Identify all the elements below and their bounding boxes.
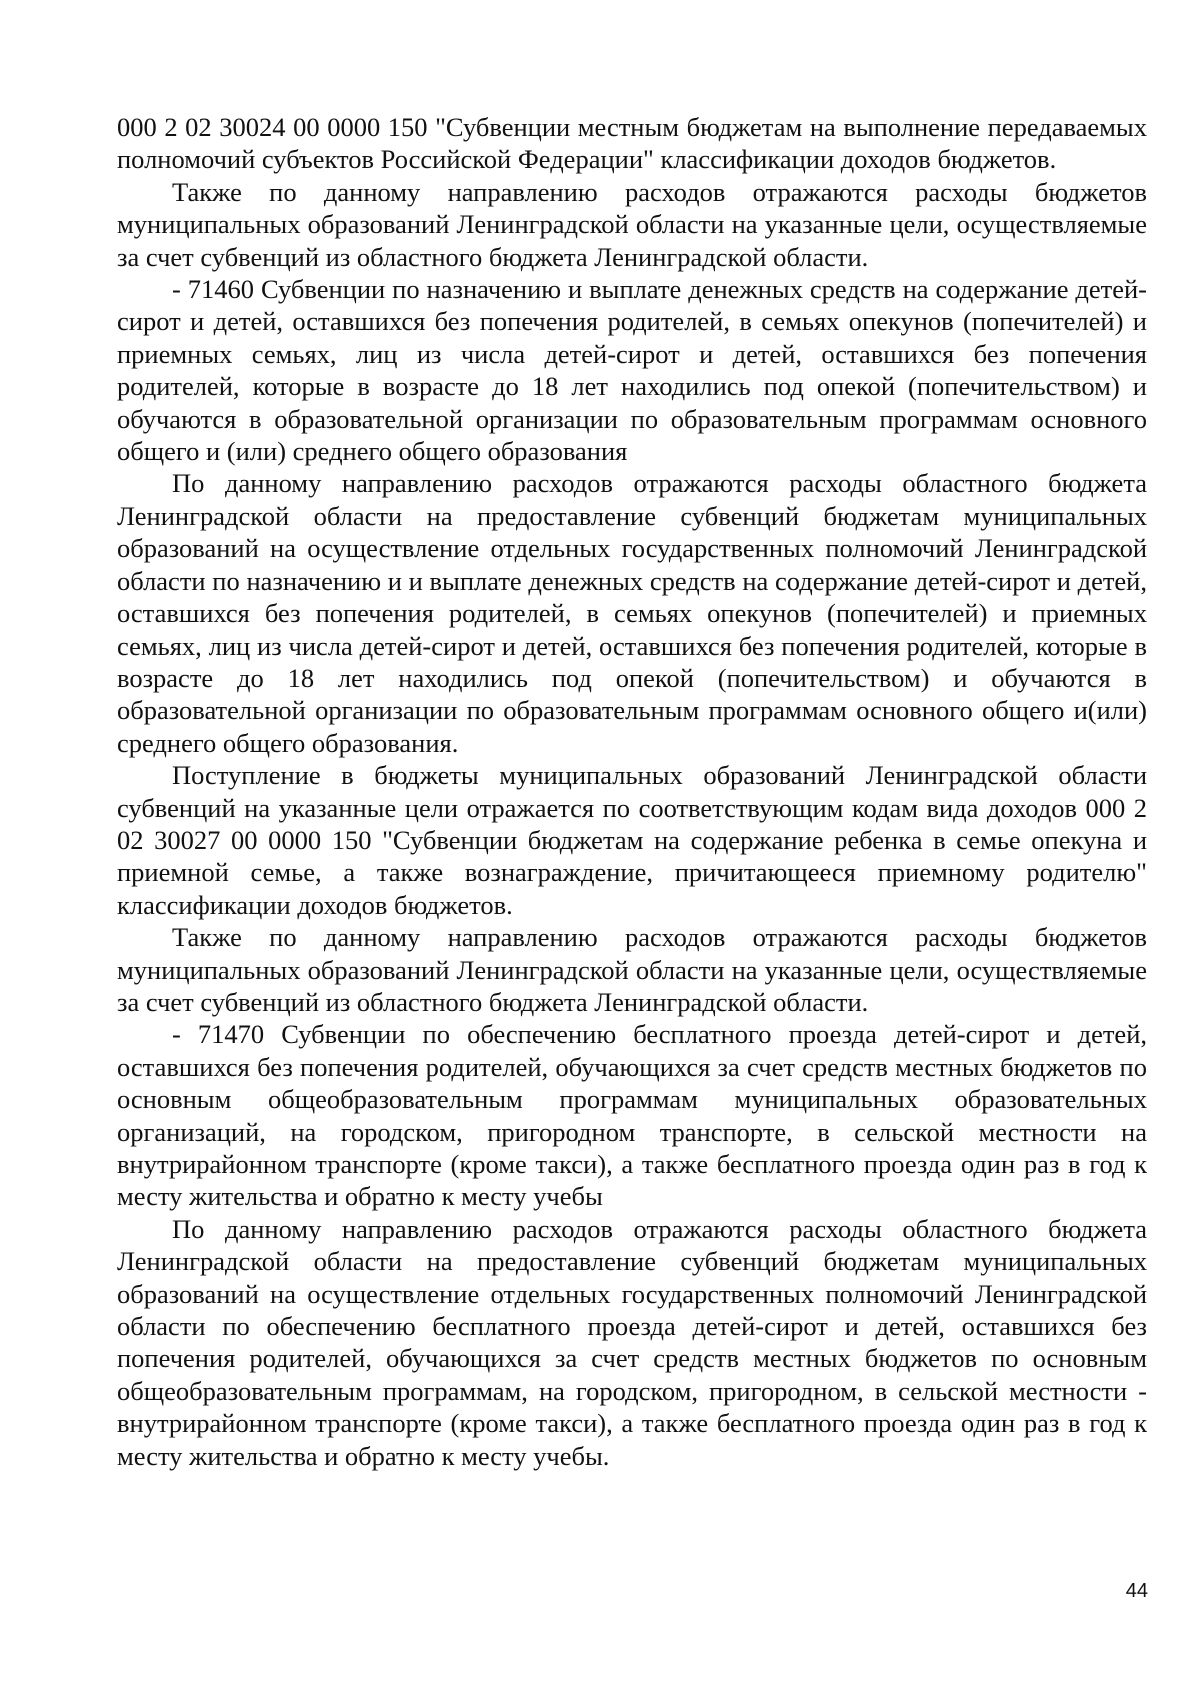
document-body (117, 111, 1147, 1472)
paragraph-municipal-expenses-2: Также по данному направлению расходов отражаются расходы бюджетов муниципальных образований Ленинградской области на указанные цели, осуществляемые за счет субвенций из областного бюджета Ленинградской области. (117, 922, 1147, 1017)
paragraph-code-71470-heading: - 71470 Субвенции по обеспечению бесплатного проезда детей-сирот и детей, оставшихся без попечения родителей, обучающихся за счет средств местных бюджетов по основным общеобразовательным программам муниципальных образовательных организаций, на городском, пригородном транспорте, в сельской местности на внутрирайонном транспорте (кроме такси), а также бесплатного проезда один раз в год к месту жительства и обратно к месту учебы (117, 1019, 1147, 1212)
paragraph-code-71460-heading: - 71460 Субвенции по назначению и выплате денежных средств на содержание детей-сирот и детей, оставшихся без попечения родителей, в семьях опекунов (попечителей) и приемных семьях, лиц из числа детей-сирот и детей, оставшихся без попечения родителей, которые в возрасте до 18 лет находились под опекой (попечительством) и обучаются в образовательной организации по образовательным программам основного общего и (или) среднего общего образования (117, 274, 1147, 467)
paragraph-code-71460-description: По данному направлению расходов отражаются расходы областного бюджета Ленинградской области на предоставление субвенций бюджетам муниципальных образований на осуществление отдельных государственных полномочий Ленинградской области по назначению и и выплате денежных средств на содержание детей-сирот и детей, оставшихся без попечения родителей, в семьях опекунов (попечителей) и приемных семьях, лиц из числа детей-сирот и детей, оставшихся без попечения родителей, которые в возрасте до 18 лет находились под опекой (попечительством) и обучаются в образовательной организации по образовательным программам основного общего и(или) среднего общего образования. (117, 468, 1147, 758)
paragraph-income-code-30024: 000 2 02 30024 00 0000 150 "Субвенции местным бюджетам на выполнение передаваемых полномочий субъектов Российской Федерации" классификации доходов бюджетов. (117, 112, 1147, 175)
page-number: 44 (1125, 1580, 1148, 1602)
paragraph-municipal-expenses-1: Также по данному направлению расходов отражаются расходы бюджетов муниципальных образований Ленинградской области на указанные цели, осуществляемые за счет субвенций из областного бюджета Ленинградской области. (117, 176, 1147, 272)
paragraph-code-71470-description: По данному направлению расходов отражаются расходы областного бюджета Ленинградской области на предоставление субвенций бюджетам муниципальных образований на осуществление отдельных государственных полномочий Ленинградской области по обеспечению бесплатного проезда детей-сирот и детей, оставшихся без попечения родителей, обучающихся за счет средств местных бюджетов по основным общеобразовательным программам, на городском, пригородном, в сельской местности - внутрирайонном транспорте (кроме такси), а также бесплатного проезда один раз в год к месту жительства и обратно к месту учебы. (117, 1213, 1147, 1471)
paragraph-income-code-30027: Поступление в бюджеты муниципальных образований Ленинградской области субвенций на указанные цели отражается по соответствующим кодам вида доходов 000 2 02 30027 00 0000 150 "Субвенции бюджетам на содержание ребенка в семье опекуна и приемной семье, а также вознаграждение, причитающееся приемному родителю" классификации доходов бюджетов. (117, 760, 1147, 920)
